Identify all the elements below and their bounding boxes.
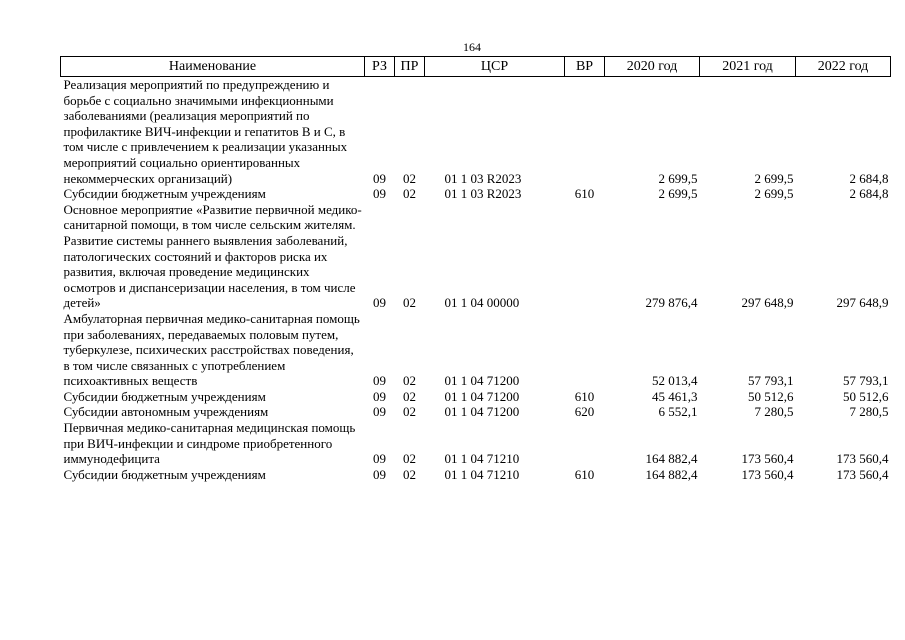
page-number: 164 bbox=[463, 40, 481, 54]
cell-rz: 09 bbox=[373, 404, 386, 420]
cell-csr: 01 1 03 R2023 bbox=[444, 170, 522, 186]
cell-y2020: 164 882,4 bbox=[645, 451, 698, 467]
cell-y2020: 52 013,4 bbox=[652, 373, 698, 389]
cell-rz: 09 bbox=[373, 466, 386, 482]
table-row bbox=[61, 186, 891, 202]
cell-y2020: 164 882,4 bbox=[645, 466, 698, 482]
cell-name: Субсидии бюджетным учреждениям bbox=[63, 388, 266, 404]
cell-y2020: 2 699,5 bbox=[658, 186, 698, 202]
cell-name: Субсидии бюджетным учреждениям bbox=[63, 466, 266, 482]
cell-y2021: 57 793,1 bbox=[748, 373, 794, 389]
header-rz: РЗ bbox=[365, 57, 395, 77]
table-header-row bbox=[61, 57, 891, 77]
cell-y2021: 2 699,5 bbox=[754, 170, 794, 186]
cell-name: Первичная медико-санитарная медицинская помощь при ВИЧ-инфекции и синдроме приобретенного иммунодефицита bbox=[63, 420, 356, 467]
cell-y2020: 279 876,4 bbox=[645, 295, 698, 311]
cell-y2021: 173 560,4 bbox=[741, 451, 794, 467]
table-row bbox=[61, 389, 891, 405]
table-row bbox=[61, 311, 891, 389]
header-pr: ПР bbox=[395, 57, 425, 77]
cell-csr: 01 1 04 71210 bbox=[444, 451, 520, 467]
cell-name: Субсидии автономным учреждениям bbox=[63, 404, 269, 420]
cell-name: Реализация мероприятий по предупреждению и борьбе с социально значимыми инфекционными заболеваниями (реализация мероприятий по профилактике ВИЧ-инфекции и гепатитов В и С, в том числе с привлечением к реализации указанных мероприятий социально ориентированных некоммерческих организаций) bbox=[63, 77, 348, 186]
cell-name: Субсидии бюджетным учреждениям bbox=[63, 186, 266, 202]
cell-y2020: 45 461,3 bbox=[652, 388, 698, 404]
cell-y2021: 173 560,4 bbox=[741, 466, 794, 482]
cell-y2022: 2 684,8 bbox=[849, 170, 889, 186]
cell-csr: 01 1 03 R2023 bbox=[444, 186, 522, 202]
cell-vr: 610 bbox=[574, 186, 595, 202]
table-row bbox=[61, 202, 891, 311]
cell-y2021: 297 648,9 bbox=[741, 295, 794, 311]
cell-y2021: 7 280,5 bbox=[754, 404, 794, 420]
cell-vr: 620 bbox=[574, 404, 595, 420]
cell-name: Основное мероприятие «Развитие первичной медико-санитарной помощи, в том числе сельским жителям. Развитие системы раннего выявления заболеваний, патологических состояний и факторов риска их развития, включая проведение медицинских осмотров и диспансеризации населения, в том числе детей» bbox=[63, 201, 362, 311]
table-row bbox=[61, 404, 891, 420]
cell-vr bbox=[565, 202, 605, 311]
cell-pr: 02 bbox=[403, 388, 416, 404]
cell-pr: 02 bbox=[403, 295, 416, 311]
cell-rz: 09 bbox=[373, 295, 386, 311]
cell-pr: 02 bbox=[403, 451, 416, 467]
cell-vr: 610 bbox=[574, 466, 595, 482]
cell-csr: 01 1 04 71200 bbox=[444, 388, 520, 404]
cell-csr: 01 1 04 71200 bbox=[444, 373, 520, 389]
header-2022: 2022 год bbox=[796, 57, 891, 77]
cell-csr: 01 1 04 00000 bbox=[444, 295, 520, 311]
table-row bbox=[61, 420, 891, 467]
cell-csr: 01 1 04 71200 bbox=[444, 404, 520, 420]
header-name: Наименование bbox=[61, 57, 365, 77]
header-csr: ЦСР bbox=[425, 57, 565, 77]
cell-pr: 02 bbox=[403, 373, 416, 389]
cell-rz: 09 bbox=[373, 373, 386, 389]
cell-y2022: 173 560,4 bbox=[836, 451, 889, 467]
cell-y2022: 57 793,1 bbox=[843, 373, 889, 389]
cell-y2020: 6 552,1 bbox=[658, 404, 698, 420]
header-vr: ВР bbox=[565, 57, 605, 77]
table-row bbox=[61, 77, 891, 187]
header-2020: 2020 год bbox=[605, 57, 700, 77]
table-body bbox=[61, 77, 891, 483]
cell-pr: 02 bbox=[403, 170, 416, 186]
cell-name: Амбулаторная первичная медико-санитарная помощь при заболеваниях, передаваемых половым путем, туберкулезе, психических расстройствах поведения, в том числе связанных с употреблением психоактивных веществ bbox=[63, 310, 360, 389]
cell-vr bbox=[565, 420, 605, 467]
cell-y2022: 173 560,4 bbox=[836, 466, 889, 482]
cell-rz: 09 bbox=[373, 388, 386, 404]
cell-y2022: 7 280,5 bbox=[849, 404, 889, 420]
cell-y2020: 2 699,5 bbox=[658, 170, 698, 186]
cell-pr: 02 bbox=[403, 186, 416, 202]
header-2021: 2021 год bbox=[700, 57, 796, 77]
cell-rz: 09 bbox=[373, 186, 386, 202]
cell-y2022: 2 684,8 bbox=[849, 186, 889, 202]
cell-y2022: 297 648,9 bbox=[836, 295, 889, 311]
cell-csr: 01 1 04 71210 bbox=[444, 466, 520, 482]
budget-table bbox=[60, 56, 891, 482]
cell-rz: 09 bbox=[373, 170, 386, 186]
cell-vr bbox=[565, 311, 605, 389]
cell-rz: 09 bbox=[373, 451, 386, 467]
cell-vr: 610 bbox=[574, 388, 595, 404]
cell-pr: 02 bbox=[403, 404, 416, 420]
cell-y2022: 50 512,6 bbox=[843, 388, 889, 404]
cell-y2021: 2 699,5 bbox=[754, 186, 794, 202]
cell-pr: 02 bbox=[403, 466, 416, 482]
table-row bbox=[61, 467, 891, 483]
cell-y2021: 50 512,6 bbox=[748, 388, 794, 404]
cell-vr bbox=[565, 77, 605, 187]
